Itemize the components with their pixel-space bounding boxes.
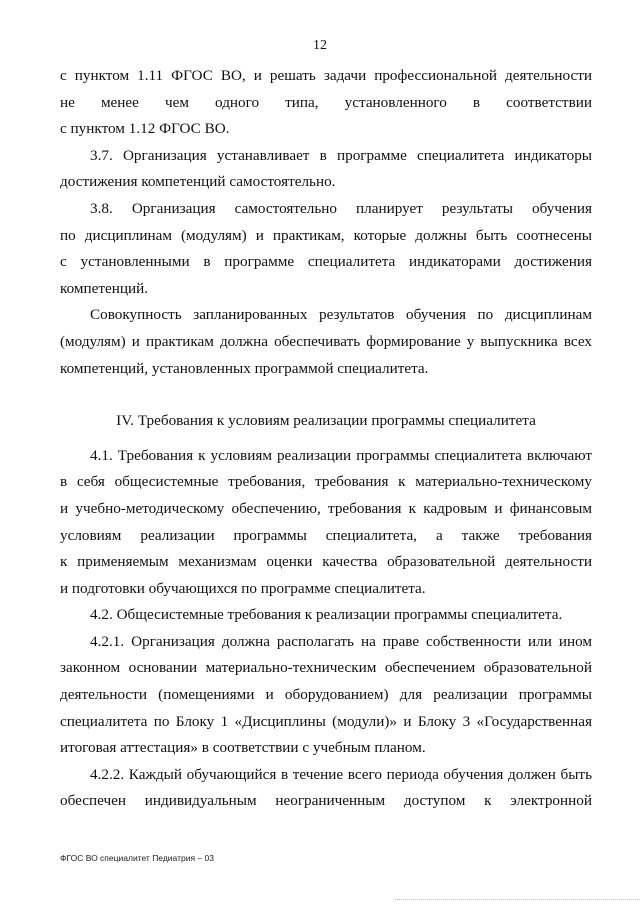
paragraph-line: Совокупность запланированных результатов обучения по дисциплинам <box>90 306 592 324</box>
paragraph-line: и подготовки обучающихся по программе специалитета. <box>60 579 426 597</box>
document-body <box>60 63 592 815</box>
paragraph-line: по дисциплинам (модулям) и практикам, которые должны быть соотнесены <box>60 226 592 244</box>
paragraph-line: 4.2. Общесистемные требования к реализации программы специалитета. <box>90 606 563 624</box>
paragraph-line: с установленными в программе специалитета индикаторами достижения <box>60 253 592 271</box>
scan-edge-mark <box>395 899 640 901</box>
paragraph-line: 3.8. Организация самостоятельно планирует результаты обучения <box>90 199 592 217</box>
paragraph-line: к применяемым механизмам оценки качества образовательной деятельности <box>60 553 592 571</box>
paragraph-line: компетенций. <box>60 279 149 297</box>
paragraph-line: с пунктом 1.12 ФГОС ВО. <box>60 120 230 138</box>
section-heading: IV. Требования к условиям реализации программы специалитета <box>116 412 536 430</box>
paragraph-line: деятельности (помещениями и оборудованием) для реализации программы <box>60 686 592 704</box>
paragraph-line: компетенций, установленных программой специалитета. <box>60 359 429 377</box>
paragraph-line: (модулям) и практикам должна обеспечивать формирование у выпускника всех <box>60 332 592 350</box>
paragraph-line: достижения компетенций самостоятельно. <box>60 173 336 191</box>
paragraph-line: 4.1. Требования к условиям реализации программы специалитета включают <box>90 446 592 464</box>
paragraph-line: не менее чем одного типа, установленного в соответствии <box>60 93 592 111</box>
document-footer: ФГОС ВО специалитет Педиатрия – 03 <box>60 853 214 863</box>
paragraph-line: 3.7. Организация устанавливает в программе специалитета индикаторы <box>90 146 592 164</box>
paragraph-line: специалитета по Блоку 1 «Дисциплины (модули)» и Блоку 3 «Государственная <box>60 712 592 730</box>
paragraph-line: 4.2.1. Организация должна располагать на праве собственности или ином <box>90 632 592 650</box>
page-number: 12 <box>313 38 327 53</box>
paragraph-line: условиям реализации программы специалитета, а также требования <box>60 526 592 544</box>
paragraph-line: обеспечен индивидуальным неограниченным доступом к электронной <box>60 792 592 810</box>
paragraph-line: в себя общесистемные требования, требования к материально-техническому <box>60 473 592 491</box>
paragraph-line: законном основании материально-техническим обеспечением образовательной <box>60 659 592 677</box>
paragraph-line: с пунктом 1.11 ФГОС ВО, и решать задачи профессиональной деятельности <box>60 67 592 84</box>
paragraph-line: итоговая аттестация» в соответствии с учебным планом. <box>60 739 426 757</box>
paragraph-line: и учебно-методическому обеспечению, требования к кадровым и финансовым <box>60 499 592 517</box>
paragraph-line: 4.2.2. Каждый обучающийся в течение всего периода обучения должен быть <box>90 765 592 783</box>
